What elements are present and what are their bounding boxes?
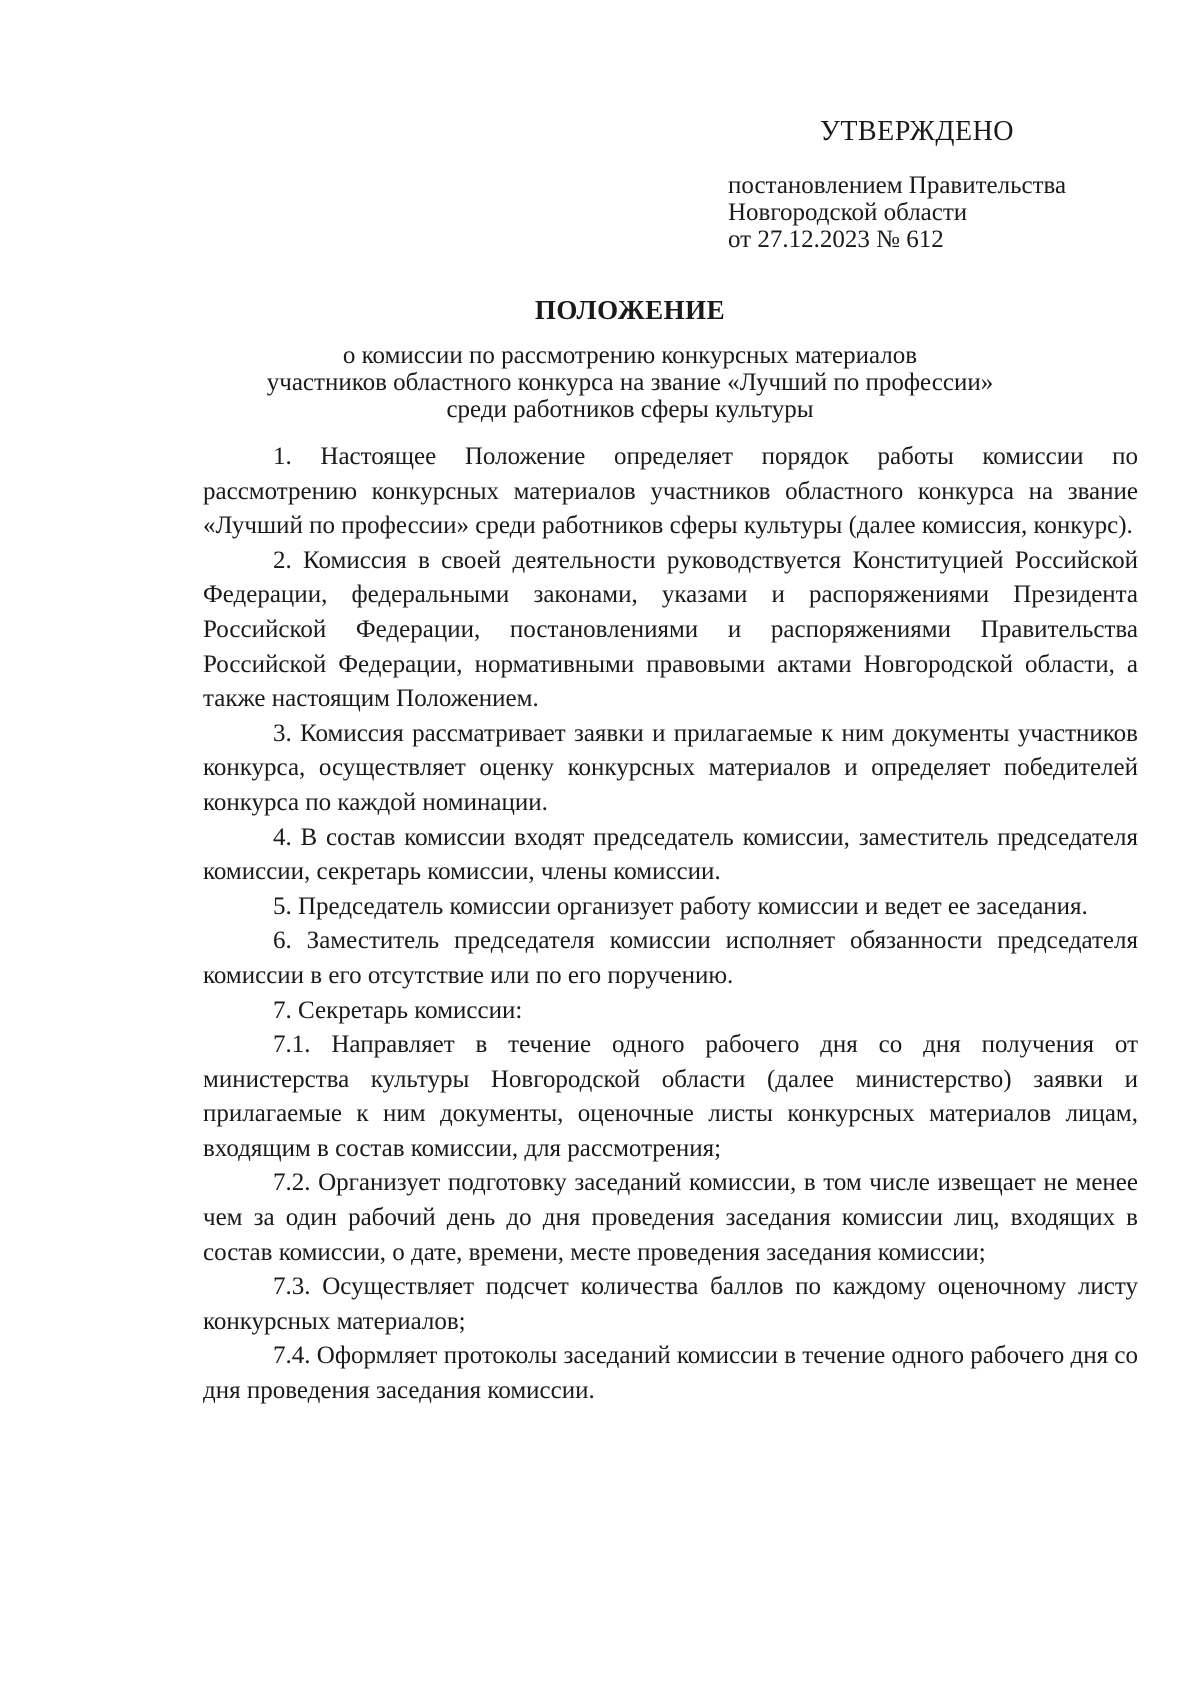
paragraph-7: 7. Секретарь комиссии: <box>273 996 523 1024</box>
paragraph-7-2: 7.2. Организует подготовку заседаний комиссии, в том числе извещает не менее чем за один рабочий день до дня проведения заседания комиссии лиц, входящих в состав комиссии, о дате, времени, месте проведения заседания комиссии; <box>203 1169 1138 1266</box>
approval-line-region: Новгородской области <box>728 199 968 226</box>
paragraph-7-1: 7.1. Направляет в течение одного рабочего дня со дня получения от министерства культуры Новгородской области (далее министерство) заявки и прилагаемые к ним документы, оценочные листы конкурсных материалов лицам, входящим в состав комиссии, для рассмотрения; <box>203 1031 1138 1162</box>
paragraph-5: 5. Председатель комиссии организует работу комиссии и ведет ее заседания. <box>273 892 1088 920</box>
paragraph-1: 1. Настоящее Положение определяет порядок работы комиссии по рассмотрению конкурсных материалов участников областного конкурса на звание «Лучший по профессии» среди работников сферы культуры (далее комиссия, конкурс). <box>203 443 1138 540</box>
approval-block <box>728 112 1158 253</box>
subtitle-line: участников областного конкурса на звание «Лучший по профессии» <box>266 369 994 396</box>
document-title: ПОЛОЖЕНИЕ <box>534 295 726 325</box>
paragraph-6: 6. Заместитель председателя комиссии исполняет обязанности председателя комиссии в его отсутствие или по его поручению. <box>203 927 1138 989</box>
subtitle-line: среди работников сферы культуры <box>446 396 814 423</box>
document-body <box>203 440 1138 1409</box>
paragraph-7-3: 7.3. Осуществляет подсчет количества баллов по каждому оценочному листу конкурсных материалов; <box>203 1273 1138 1335</box>
paragraph-7-4: 7.4. Оформляет протоколы заседаний комиссии в течение одного рабочего дня со дня проведения заседания комиссии. <box>203 1342 1138 1405</box>
approval-line-date-number: от 27.12.2023 № 612 <box>728 226 944 253</box>
paragraph-4: 4. В состав комиссии входят председатель комиссии, заместитель председателя комиссии, секретарь комиссии, члены комиссии. <box>203 823 1138 886</box>
approval-line-issuer: постановлением Правительства <box>728 172 1067 199</box>
paragraph-2: 2. Комиссия в своей деятельности руководствуется Конституцией Российской Федерации, федеральными законами, указами и распоряжениями Президента Российской Федерации, постановлениями и распоряжениями Правительства Российской Федерации, нормативными правовыми актами Новгородской области, а также настоящим Положением. <box>203 546 1138 713</box>
approval-stamp: УТВЕРЖДЕНО <box>820 116 1015 147</box>
subtitle-line: о комиссии по рассмотрению конкурсных материалов <box>342 342 918 369</box>
document-subtitle <box>190 342 1070 423</box>
approval-details <box>728 172 1158 253</box>
paragraph-3: 3. Комиссия рассматривает заявки и прилагаемые к ним документы участников конкурса, осуществляет оценку конкурсных материалов и определяет победителей конкурса по каждой номинации. <box>203 719 1138 816</box>
title-block <box>190 290 1070 423</box>
